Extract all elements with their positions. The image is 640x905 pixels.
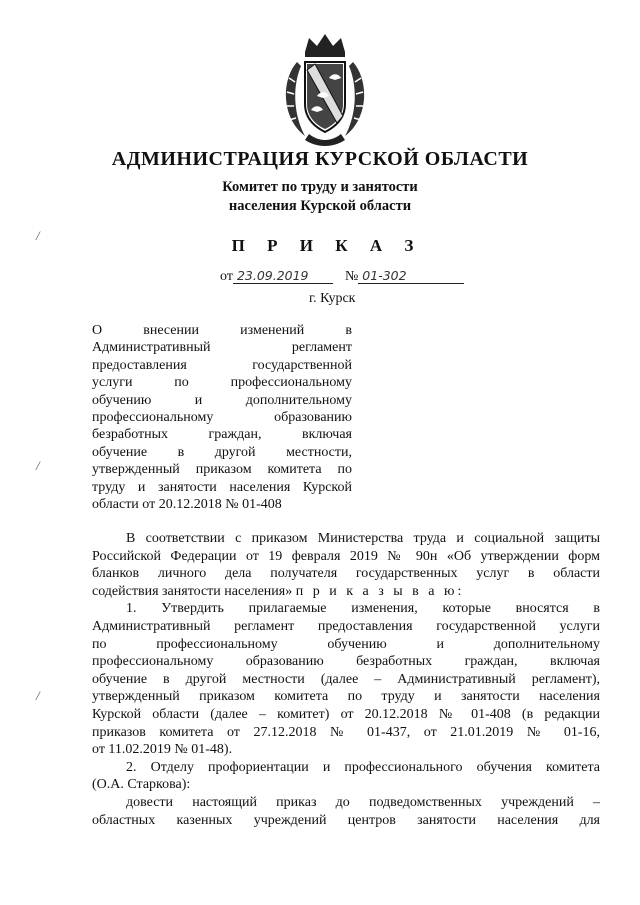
body-line: В соответствии с приказом Министерства труда и социальной защиты [126, 531, 600, 546]
body-line: 1. Утвердить прилагаемые изменения, которые вносятся в [126, 601, 600, 617]
number-prefix: № [344, 269, 359, 284]
margin-mark: / [36, 228, 40, 243]
body-line: областных казенных учреждений центров занятости населения для [92, 812, 600, 828]
committee-line-2: населения Курской области [228, 198, 412, 214]
body-line: Административный регламент предоставления государственной услуги [92, 618, 600, 634]
body-line: (О.А. Старкова): [92, 777, 191, 793]
body-line: обучение в другой местности (далее – Административный регламент), [92, 671, 600, 687]
order-verb: п р и к а з ы в а ю: [295, 583, 465, 599]
subject-line: безработных граждан, включая [92, 427, 352, 443]
body-text: содействия занятости населения» [92, 583, 293, 599]
coat-of-arms-icon [275, 30, 375, 148]
margin-mark: / [36, 688, 40, 703]
org-title: АДМИНИСТРАЦИЯ КУРСКОЙ ОБЛАСТИ [111, 148, 529, 170]
body-line: приказов комитета от 27.12.2018 № 01-437, от 21.01.2019 № 01-16, [92, 724, 600, 740]
committee-line-1: Комитет по труду и занятости [222, 179, 418, 195]
subject-line: труду и занятости населения Курской [92, 479, 352, 495]
date-prefix: от [220, 269, 233, 284]
order-number: 01-302 [358, 268, 464, 284]
body-line: профессиональному образованию безработных граждан, включая [92, 654, 600, 670]
body-line: Курской области (далее – комитет) от 20.12.2018 № 01-408 (в редакции [92, 706, 600, 722]
body-line: по профессиональному обучению и дополнительному [92, 636, 600, 652]
subject-line: предоставления государственной [92, 357, 352, 373]
order-subject [92, 322, 352, 513]
city: г. Курск [309, 291, 356, 306]
subject-line: обучению и дополнительному [92, 392, 352, 408]
body-line: довести настоящий приказ до подведомственных учреждений – [126, 794, 600, 810]
body-line: бланков личного дела получателя государственных услуг в области [92, 566, 600, 582]
body-line: Российской Федерации от 19 февраля 2019 № 90н «Об утверждении форм [92, 548, 600, 564]
body-line: утвержденный приказом комитета по труду и занятости населения [92, 689, 600, 705]
order-date-number [220, 268, 464, 285]
subject-line: Административный регламент [92, 340, 352, 356]
body-line: от 11.02.2019 № 01-48). [92, 742, 233, 758]
subject-line: утвержденный приказом комитета по [92, 462, 352, 478]
margin-mark: / [36, 458, 40, 473]
subject-line: профессиональному образованию [92, 409, 352, 425]
order-body [92, 530, 600, 829]
subject-line: обучение в другой местности, [92, 444, 352, 460]
order-date: 23.09.2019 [233, 268, 333, 284]
subject-line: О внесении изменений в [92, 323, 352, 338]
body-line [92, 583, 600, 601]
body-line: 2. Отделу профориентации и профессионального обучения комитета [126, 759, 600, 775]
order-title: П Р И К А З [231, 236, 423, 255]
committee-name [0, 178, 640, 216]
subject-line: области от 20.12.2018 № 01-408 [92, 496, 282, 512]
subject-line: услуги по профессиональному [92, 375, 352, 391]
